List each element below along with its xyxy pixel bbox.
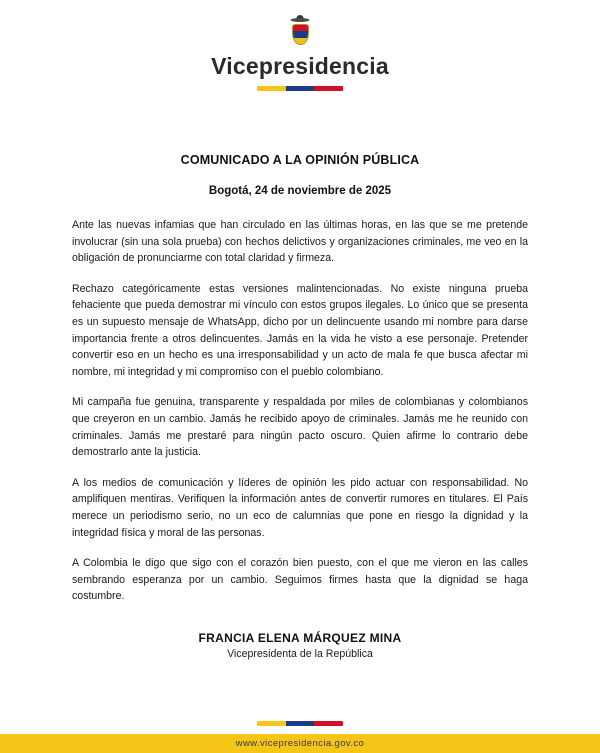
paragraph: A los medios de comunicación y líderes de opinión les pido actuar con responsabilidad. No amplifiquen mentiras. Verifiquen la información antes de convertir rumores en titulares. El País merece un periodismo serio, no un eco de calumnias que pone en riesgo la dignidad y la integridad física y moral de las personas. — [72, 476, 528, 539]
document-header — [0, 0, 600, 91]
paragraph: Mi campaña fue genuina, transparente y respaldada por miles de colombianas y colombianos que creyeron en un cambio. Jamás he recibido apoyo de criminales. Jamás me he reunido con criminales. Jamás me prestaré para ningún pacto oscuro. Quien afirme lo contrario debe demostrarlo ante la justicia. — [72, 396, 528, 459]
document-footer — [0, 721, 600, 753]
shield-icon — [292, 24, 309, 45]
document-date: Bogotá, 24 de noviembre de 2025 — [208, 185, 392, 197]
colombia-coat-of-arms-icon — [283, 14, 317, 48]
page-title: COMUNICADO A LA OPINIÓN PÚBLICA — [180, 153, 420, 167]
signature-role: Vicepresidenta de la República — [227, 647, 373, 660]
flag-stripe-yellow — [257, 721, 286, 726]
brand-title: Vicepresidencia — [211, 53, 389, 79]
shield-band-yellow — [293, 38, 308, 44]
paragraph: Rechazo categóricamente estas versiones malintencionadas. No existe ninguna prueba fehaciente que pueda demostrar mi vínculo con estos grupos ilegales. Lo único que se presenta es un supuesto mensaje de WhatsApp, dicho por un delincuente usando mi nombre para darse importancia frente a otros delincuentes. Jamás en la vida he visto a ese personaje. Pretender convertir eso en un hecho es una irresponsabilidad y un acto de mala fe que busca afectar mi nombre, mi integridad y mi compromiso con el pueblo colombiano. — [72, 282, 528, 378]
signature-block — [72, 631, 528, 660]
flag-stripe-red — [314, 721, 343, 726]
condor-icon — [290, 14, 310, 23]
flag-stripe-blue — [286, 721, 315, 726]
paragraph: A Colombia le digo que sigo con el corazón bien puesto, con el que me vieron en las calles sembrando esperanza por un cambio. Seguimos firmes hasta que la dignidad se haga costumbre. — [72, 557, 528, 603]
document-content — [0, 91, 600, 721]
footer-bar — [0, 734, 600, 753]
footer-url[interactable]: www.vicepresidencia.gov.co — [235, 738, 365, 749]
paragraph: Ante las nuevas infamias que han circulado en las últimas horas, en las que se me pretende involucrar (sin una sola prueba) con hechos delictivos y organizaciones criminales, me veo en la obligación de pronunciarme con total claridad y firmeza. — [72, 219, 528, 265]
flag-bar-bottom — [257, 721, 343, 726]
signature-name: FRANCIA ELENA MÁRQUEZ MINA — [198, 630, 402, 645]
